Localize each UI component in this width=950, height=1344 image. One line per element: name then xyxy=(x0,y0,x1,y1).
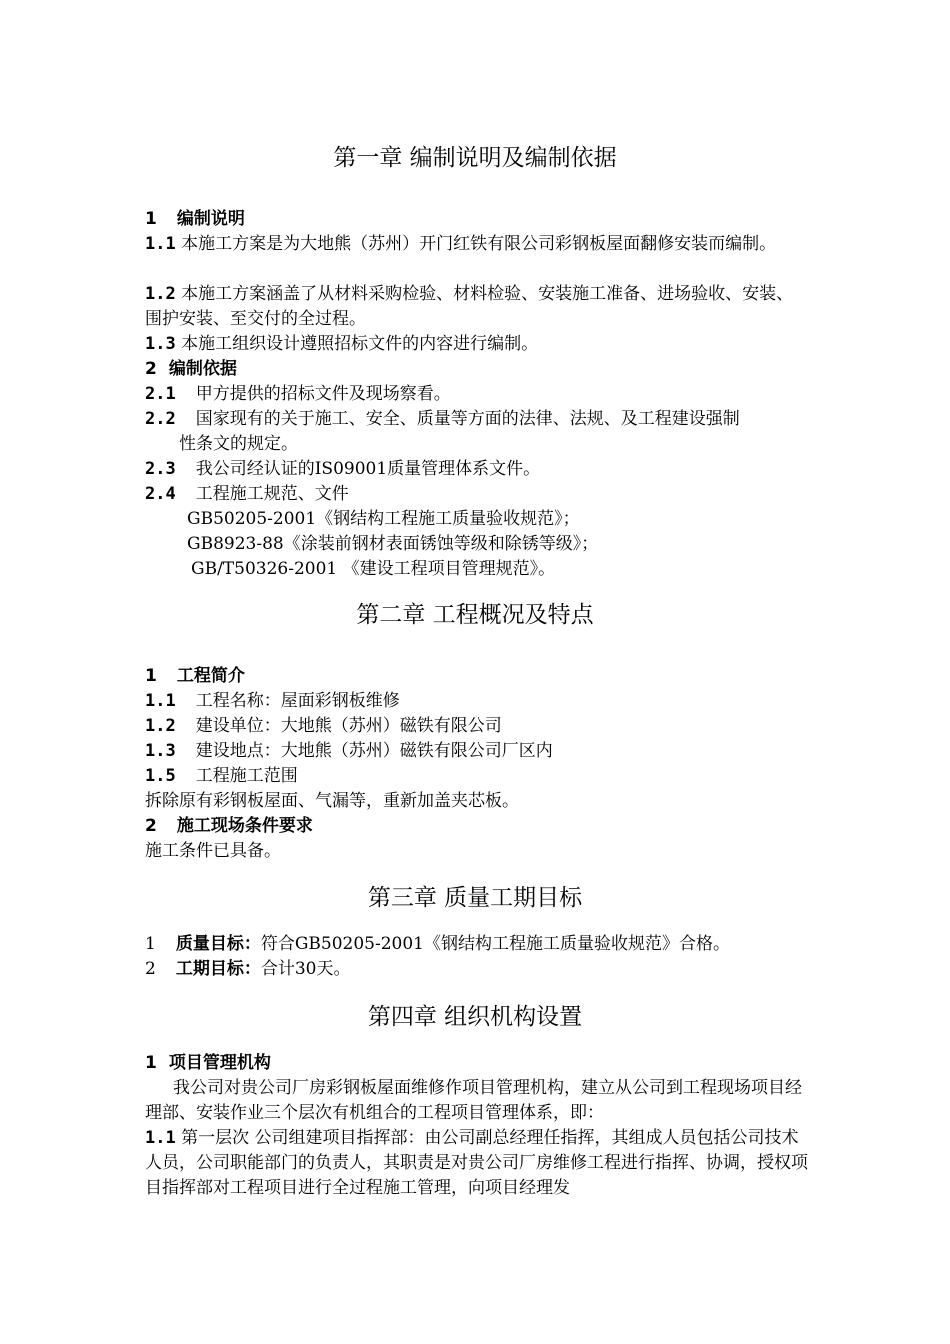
paragraph-text: 本施工组织设计遵照招标文件的内容进行编制。 xyxy=(181,334,539,354)
paragraph-1-2 xyxy=(145,282,810,332)
chapter-1-title: 第一章 编制说明及编制依据 xyxy=(333,145,617,171)
paragraph-2-2 xyxy=(145,407,810,432)
standard-gbt50326: GB/T50326-2001 《建设工程项目管理规范》。 xyxy=(191,559,556,579)
paragraph-2-2-continued: 性条文的规定。 xyxy=(179,434,298,454)
section-title: 编制依据 xyxy=(168,359,237,379)
project-name xyxy=(145,689,810,714)
section-number: 1 xyxy=(145,209,157,229)
section-1-1-heading xyxy=(145,207,810,232)
site-condition-text: 施工条件已具备。 xyxy=(145,841,281,861)
section-title: 项目管理机构 xyxy=(168,1053,271,1073)
paragraph-number: 2.1 xyxy=(145,384,176,404)
paragraph-number: 1.5 xyxy=(145,766,176,786)
construction-unit xyxy=(145,714,810,739)
paragraph-2-3 xyxy=(145,457,810,482)
item-text: 合计30天。 xyxy=(260,959,351,979)
paragraph-number: 1.3 xyxy=(145,334,176,354)
paragraph-number: 2.2 xyxy=(145,409,176,429)
paragraph-1-1 xyxy=(145,232,810,257)
construction-location xyxy=(145,739,810,764)
paragraph-text: 本施工方案涵盖了从材料采购检验、材料检验、安装施工准备、进场验收、安装、围护安装、至交付的全过程。 xyxy=(145,284,794,329)
paragraph-text: 本施工方案是为大地熊（苏州）开门红铁有限公司彩钢板屋面翻修安装而编制。 xyxy=(181,234,777,254)
item-label: 工期目标： xyxy=(175,959,261,979)
section-title: 施工现场条件要求 xyxy=(176,816,313,836)
item-label: 质量目标： xyxy=(175,934,261,954)
paragraph-number: 1.2 xyxy=(145,284,176,304)
paragraph-text: 工程施工规范、文件 xyxy=(195,484,349,504)
section-1-2-heading xyxy=(145,357,810,382)
paragraph-text: 建设单位：大地熊（苏州）磁铁有限公司 xyxy=(195,716,502,736)
paragraph-2-4 xyxy=(145,482,810,507)
standard-gb8923: GB8923-88《涂装前钢材表面锈蚀等级和除锈等级》； xyxy=(187,534,599,554)
paragraph-text: 国家现有的关于施工、安全、质量等方面的法律、法规、及工程建设强制 xyxy=(195,409,740,429)
section-number: 2 xyxy=(145,816,157,836)
section-number: 1 xyxy=(145,1053,157,1073)
paragraph-number: 2.3 xyxy=(145,459,176,479)
section-2-1-heading xyxy=(145,664,810,689)
paragraph-1-3 xyxy=(145,332,810,357)
paragraph-4-1-1 xyxy=(145,1126,810,1201)
paragraph-2-1 xyxy=(145,382,810,407)
standard-gb50205: GB50205-2001《钢结构工程施工质量验收规范》； xyxy=(187,509,580,529)
paragraph-number: 1.1 xyxy=(145,691,176,711)
construction-scope-heading xyxy=(145,764,810,789)
section-number: 2 xyxy=(145,359,157,379)
section-2-2-heading xyxy=(145,814,810,839)
item-text: 符合GB50205-2001《钢结构工程施工质量验收规范》合格。 xyxy=(260,934,730,954)
chapter-2-title: 第二章 工程概况及特点 xyxy=(356,602,594,628)
section-title: 编制说明 xyxy=(176,209,245,229)
schedule-target xyxy=(145,957,810,982)
paragraph-text: 建设地点：大地熊（苏州）磁铁有限公司厂区内 xyxy=(195,741,553,761)
item-number: 2 xyxy=(145,959,156,979)
chapter-3-title: 第三章 质量工期目标 xyxy=(367,885,583,911)
paragraph-number: 1.3 xyxy=(145,741,176,761)
paragraph-text: 甲方提供的招标文件及现场察看。 xyxy=(195,384,451,404)
paragraph-text: 第一层次 公司组建项目指挥部：由公司副总经理任指挥，其组成人员包括公司技术人员，公司职能部门的负责人，其职责是对贵公司厂房维修工程进行指挥、协调，授权项目指挥部对工程项目进行全过程施工管理，向项目经理发 xyxy=(145,1128,808,1198)
paragraph-number: 1.1 xyxy=(145,234,176,254)
paragraph-text: 工程名称：屋面彩钢板维修 xyxy=(195,691,400,711)
construction-scope-text: 拆除原有彩钢板屋面、气漏等，重新加盖夹芯板。 xyxy=(145,791,519,811)
section-title: 工程简介 xyxy=(176,666,245,686)
org-intro-paragraph: 我公司对贵公司厂房彩钢板屋面维修作项目管理机构，建立从公司到工程现场项目经理部、安装作业三个层次有机组合的工程项目管理体系，即： xyxy=(145,1078,802,1123)
paragraph-number: 1.1 xyxy=(145,1128,176,1148)
item-number: 1 xyxy=(145,934,156,954)
paragraph-number: 2.4 xyxy=(145,484,176,504)
paragraph-number: 1.2 xyxy=(145,716,176,736)
quality-target xyxy=(145,932,810,957)
paragraph-text: 我公司经认证的IS09001质量管理体系文件。 xyxy=(195,459,541,479)
section-number: 1 xyxy=(145,666,157,686)
paragraph-text: 工程施工范围 xyxy=(195,766,298,786)
section-4-1-heading xyxy=(145,1051,810,1076)
chapter-4-title: 第四章 组织机构设置 xyxy=(367,1004,583,1030)
